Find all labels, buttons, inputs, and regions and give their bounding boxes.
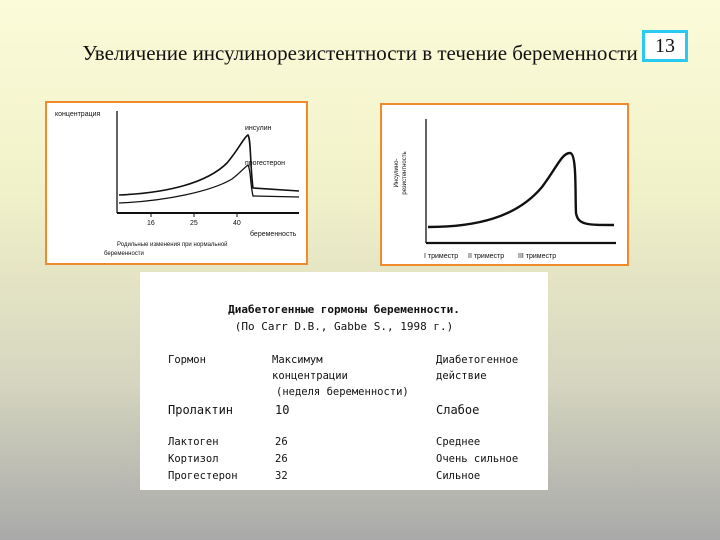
table-source: (По Carr D.B., Gabbe S., 1998 г.) <box>234 320 454 333</box>
row-effect: Очень сильное <box>436 453 519 465</box>
header-peak-line2: концентрации <box>272 370 348 382</box>
insulin-resistance-chart <box>380 103 629 266</box>
slide-title: Увеличение инсулинорезистентности в течение беременности <box>82 41 638 65</box>
left-chart-tick-label-25: 25 <box>190 220 198 227</box>
right-chart-ylabel <box>394 151 408 194</box>
row-peak-week: 10 <box>275 403 290 417</box>
header-peak-line3: (неделя беременности) <box>276 386 409 398</box>
left-chart-ylabel: концентрация <box>55 111 101 118</box>
row-effect: Сильное <box>436 470 481 482</box>
trimester-1-label: I триместр <box>424 253 459 260</box>
row-peak-week: 26 <box>275 436 288 448</box>
slide-number-badge: 13 <box>642 30 688 62</box>
diabetogenic-hormones-table <box>140 272 548 490</box>
insulin-resistance-line <box>428 153 614 227</box>
row-hormone: Кортизол <box>168 453 219 465</box>
right-chart-ylabel-line1: Инсулино- <box>394 158 400 188</box>
row-hormone: Прогестерон <box>168 470 238 482</box>
header-effect-line2: действие <box>436 370 487 382</box>
left-chart-tick-label-16: 16 <box>147 220 155 227</box>
progesterone-line <box>119 165 299 203</box>
hormone-concentration-chart <box>45 101 308 265</box>
row-effect: Среднее <box>436 436 481 448</box>
left-chart-tick-label-40: 40 <box>233 220 241 227</box>
insulin-label: инсулин <box>245 125 272 132</box>
header-hormone: Гормон <box>168 354 206 366</box>
header-peak-line1: Максимум <box>272 354 323 366</box>
row-hormone: Пролактин <box>168 403 234 417</box>
left-chart-xlabel: беременность <box>250 231 297 238</box>
table-title: Диабетогенные гормоны беременности. <box>228 303 460 316</box>
row-peak-week: 32 <box>275 470 288 482</box>
left-chart-caption-line1: Родильные изменения при нормальной <box>117 242 228 248</box>
right-chart-ylabel-line2: резистентность <box>402 151 408 195</box>
header-effect-line1: Диабетогенное <box>436 354 519 366</box>
insulin-resistance-svg <box>382 105 627 264</box>
left-chart-caption-line2: беременности <box>104 251 144 257</box>
progesterone-label: прогестерон <box>245 160 286 167</box>
row-peak-week: 26 <box>275 453 288 465</box>
row-hormone: Лактоген <box>168 436 219 448</box>
hormone-concentration-svg <box>47 103 306 263</box>
row-effect: Слабое <box>436 403 480 417</box>
trimester-3-label: III триместр <box>518 253 557 260</box>
trimester-2-label: II триместр <box>468 253 505 260</box>
